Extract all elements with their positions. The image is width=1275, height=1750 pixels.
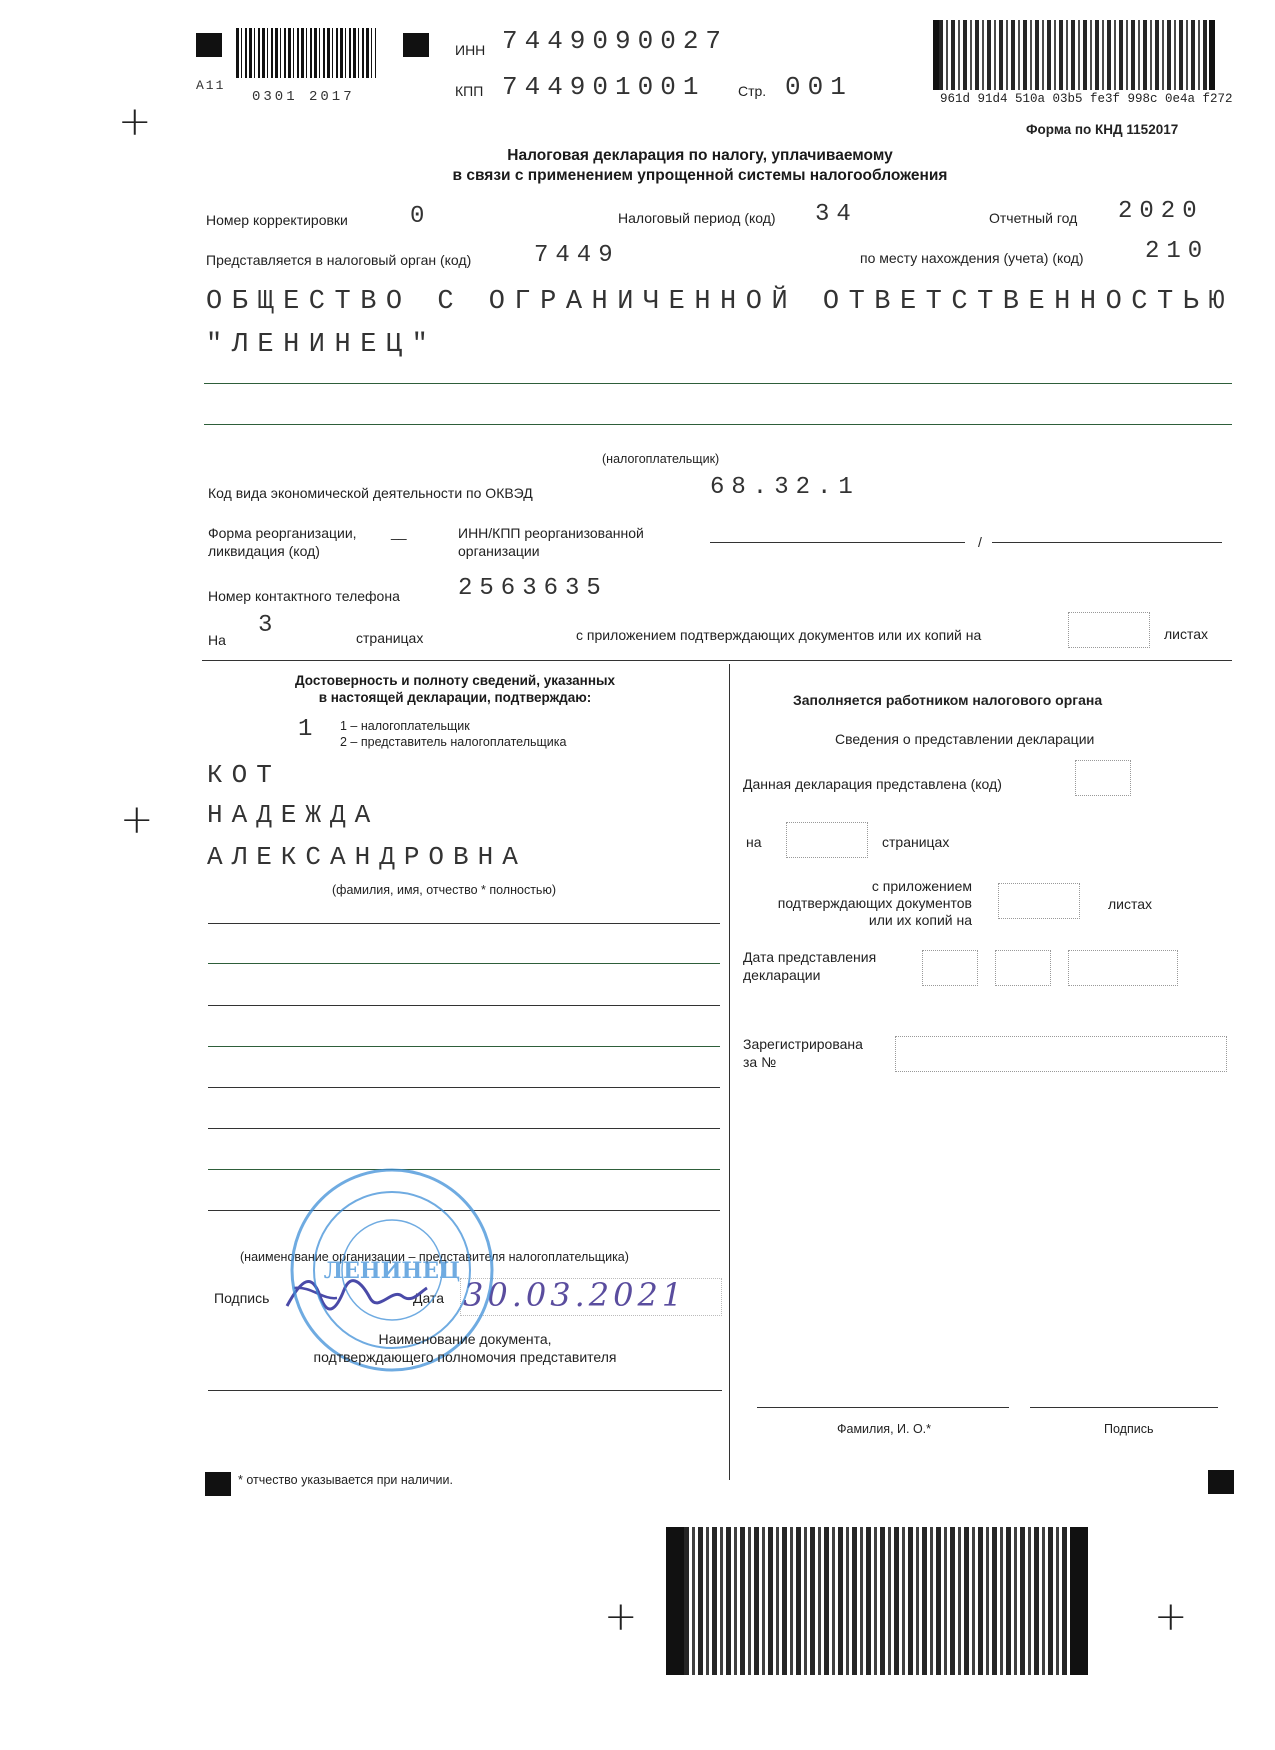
footnote: * отчество указывается при наличии. bbox=[238, 1473, 453, 1487]
submission-date-label bbox=[743, 948, 876, 984]
date-label: Дата bbox=[413, 1290, 445, 1306]
phone-label: Номер контактного телефона bbox=[208, 588, 400, 604]
registered-label bbox=[743, 1035, 863, 1071]
year-value: 2020 bbox=[1118, 198, 1204, 225]
submission-date-line-1: Дата представления bbox=[743, 949, 877, 965]
document-title bbox=[300, 146, 1100, 186]
confirm-heading bbox=[210, 672, 700, 706]
phone-value: 2563635 bbox=[458, 575, 608, 602]
officer-name-caption: Фамилия, И. О.* bbox=[837, 1422, 932, 1436]
corner-marker bbox=[403, 33, 429, 57]
fio-line bbox=[208, 923, 720, 924]
doc-caption bbox=[270, 1330, 660, 1366]
correction-label: Номер корректировки bbox=[206, 212, 348, 228]
reorg-inn-label-line-2: организации bbox=[458, 543, 540, 559]
barcode-number: 0301 2017 bbox=[252, 89, 355, 105]
submission-date-year bbox=[1068, 950, 1178, 986]
option-representative: 2 – представитель налогоплательщика bbox=[340, 735, 567, 749]
org-rep-line bbox=[208, 1046, 720, 1047]
period-value: 34 bbox=[815, 201, 858, 228]
registration-number-box bbox=[895, 1036, 1227, 1072]
location-value: 210 bbox=[1145, 238, 1210, 265]
fio-caption: (фамилия, имя, отчество * полностью) bbox=[332, 883, 556, 897]
pages-unit-right: страницах bbox=[882, 834, 950, 850]
period-label: Налоговый период (код) bbox=[618, 210, 776, 226]
registration-cross: + bbox=[1154, 1594, 1188, 1640]
column-divider bbox=[729, 664, 730, 1480]
confirm-code: 1 bbox=[298, 716, 320, 743]
surname: КОТ bbox=[207, 760, 281, 790]
submitted-code-label: Данная декларация представлена (код) bbox=[743, 776, 1002, 792]
attach-right-line-3: или их копий на bbox=[868, 912, 972, 928]
registration-cross: + bbox=[604, 1594, 638, 1640]
reorg-inn-line bbox=[710, 542, 965, 543]
officer-sign-caption: Подпись bbox=[1104, 1422, 1154, 1436]
page-value: 001 bbox=[785, 72, 853, 102]
confirm-line-1: Достоверность и полноту сведений, указанных bbox=[294, 673, 616, 688]
kpp-value: 744901001 bbox=[502, 72, 706, 102]
form-knd-code: Форма по КНД 1152017 bbox=[1026, 122, 1179, 137]
seal-text: ЛЕНИНЕЦ bbox=[323, 1258, 461, 1284]
tax-organ-label: Представляется в налоговый орган (код) bbox=[206, 252, 472, 268]
date-value: 30.03.2021 bbox=[463, 1276, 687, 1314]
corner-marker bbox=[196, 33, 222, 57]
officer-sign-line bbox=[1030, 1407, 1218, 1408]
reorg-separator: / bbox=[978, 534, 982, 550]
linear-barcode bbox=[236, 28, 376, 78]
attach-label-right bbox=[744, 878, 972, 929]
org-name-line-1: ОБЩЕСТВО С ОГРАНИЧЕННОЙ ОТВЕТСТВЕННОСТЬЮ bbox=[206, 287, 1235, 317]
option-taxpayer: 1 – налогоплательщик bbox=[340, 719, 470, 733]
okved-label: Код вида экономической деятельности по ОКВЭД bbox=[208, 485, 533, 501]
reorg-kpp-line bbox=[992, 542, 1222, 543]
title-line-2: в связи с применением упрощенной системы налогообложения bbox=[452, 167, 948, 184]
attach-unit: листах bbox=[1164, 626, 1209, 642]
reorg-inn-label-line-1: ИНН/КПП реорганизованной bbox=[458, 525, 644, 541]
year-label: Отчетный год bbox=[989, 210, 1078, 226]
location-label: по месту нахождения (учета) (код) bbox=[860, 250, 1084, 266]
inn-value: 7449090027 bbox=[502, 26, 729, 56]
corner-marker bbox=[205, 1472, 231, 1496]
pages-box bbox=[786, 822, 868, 858]
doc-caption-line-2: подтверждающего полномочия представителя bbox=[313, 1349, 617, 1365]
attach-right-line-2: подтверждающих документов bbox=[777, 895, 972, 911]
tax-organ-value: 7449 bbox=[534, 242, 620, 269]
registration-cross: + bbox=[120, 797, 154, 843]
reorg-inn-label bbox=[458, 524, 644, 560]
reorg-label-line-1: Форма реорганизации, bbox=[208, 525, 357, 541]
tax-officer-subtitle: Сведения о представлении декларации bbox=[835, 731, 1095, 747]
org-rep-line bbox=[208, 1087, 720, 1088]
qr-barcode-top bbox=[933, 20, 1215, 90]
patronymic: АЛЕКСАНДРОВНА bbox=[207, 842, 527, 872]
qr-hash: 961d 91d4 510a 03b5 fe3f 998c 0e4a f272 bbox=[940, 92, 1233, 106]
submission-date-line-2: декларации bbox=[743, 967, 821, 983]
confirm-options bbox=[340, 718, 566, 750]
submission-date-day bbox=[922, 950, 978, 986]
submission-date-month bbox=[995, 950, 1051, 986]
title-line-1: Налоговая декларация по налогу, уплачиваемому bbox=[507, 147, 893, 164]
attach-right-line-1: с приложением bbox=[871, 878, 972, 894]
pages-value: 3 bbox=[258, 612, 280, 639]
org-name-line-2: "ЛЕНИНЕЦ" bbox=[206, 330, 438, 360]
qr-barcode-bottom bbox=[666, 1527, 1088, 1675]
section-divider bbox=[202, 660, 1232, 661]
registered-line-1: Зарегистрирована bbox=[743, 1036, 863, 1052]
org-rep-caption: (наименование организации – представителя налогоплательщика) bbox=[240, 1250, 629, 1264]
sheets-unit: листах bbox=[1108, 896, 1153, 912]
org-rep-line bbox=[208, 1128, 720, 1129]
pages-label: На bbox=[208, 632, 226, 648]
first-name: НАДЕЖДА bbox=[207, 800, 380, 830]
corner-marker bbox=[1208, 1470, 1234, 1494]
org-rep-line bbox=[208, 1005, 720, 1006]
form-code-left: А11 bbox=[196, 78, 226, 93]
doc-caption-line-1: Наименование документа, bbox=[378, 1331, 552, 1347]
sheets-box bbox=[998, 883, 1080, 919]
registration-cross: + bbox=[118, 99, 152, 145]
reorg-label-line-2: ликвидация (код) bbox=[208, 543, 320, 559]
sign-label: Подпись bbox=[214, 1290, 270, 1306]
org-name-underline bbox=[204, 424, 1232, 425]
pages-unit: страницах bbox=[356, 630, 424, 646]
okved-value: 68.32.1 bbox=[710, 474, 860, 501]
kpp-label: КПП bbox=[455, 83, 484, 99]
attach-sheets-box bbox=[1068, 612, 1150, 648]
registered-line-2: за № bbox=[743, 1054, 777, 1070]
on-label: на bbox=[746, 834, 762, 850]
confirm-line-2: в настоящей декларации, подтверждаю: bbox=[318, 690, 592, 705]
inn-label: ИНН bbox=[455, 42, 486, 58]
org-rep-line bbox=[208, 963, 720, 964]
submitted-code-box bbox=[1075, 760, 1131, 796]
correction-value: 0 bbox=[410, 203, 432, 230]
taxpayer-caption: (налогоплательщик) bbox=[602, 452, 720, 466]
reorg-value: __ bbox=[391, 524, 407, 540]
reorg-label bbox=[208, 524, 357, 560]
attach-label: с приложением подтверждающих документов или их копий на bbox=[576, 627, 982, 643]
tax-officer-title: Заполняется работником налогового органа bbox=[793, 692, 1103, 708]
page-label: Стр. bbox=[738, 83, 767, 99]
doc-name-line bbox=[208, 1390, 722, 1391]
org-name-underline bbox=[204, 383, 1232, 384]
officer-name-line bbox=[757, 1407, 1009, 1408]
